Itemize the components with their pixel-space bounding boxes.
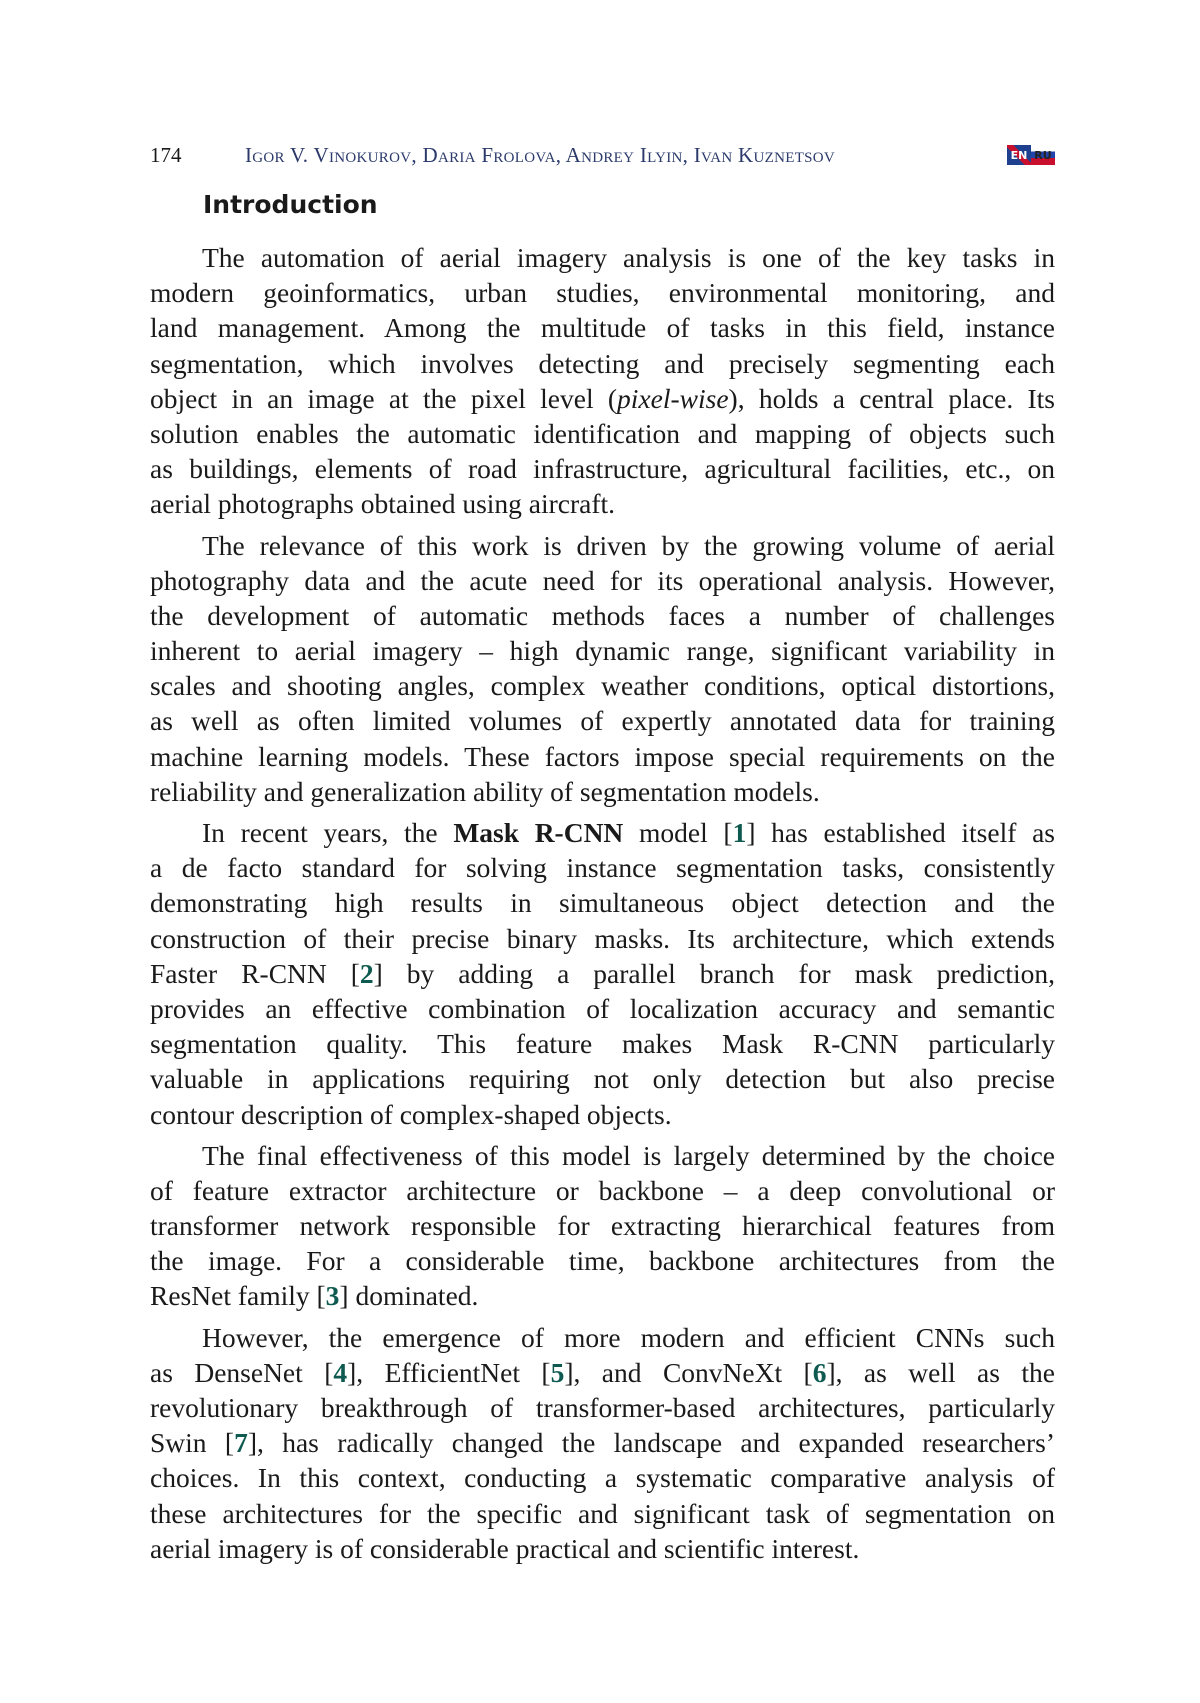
text-span: ] has established itself as <box>746 817 1055 848</box>
citation-link[interactable]: 4 <box>333 1356 348 1388</box>
text-span: inherent to aerial imagery – high dynamic range, significant variability in <box>150 635 1055 667</box>
text-line <box>150 850 1055 885</box>
text-span: machine learning models. These factors impose special requirements on the <box>150 740 1055 772</box>
citation-link[interactable]: 6 <box>812 1356 827 1388</box>
text-span: valuable in applications requiring not only detection but also precise <box>150 1063 1055 1095</box>
text-line <box>150 598 1055 633</box>
text-span: ], EfficientNet [ <box>347 1356 551 1388</box>
text-span: ResNet family [ <box>150 1280 326 1312</box>
text-span: the development of automatic methods faces a number of challenges <box>150 599 1055 631</box>
text-line <box>150 486 1055 521</box>
text-line <box>150 815 1055 850</box>
text-line <box>150 1496 1055 1531</box>
text-line <box>150 1026 1055 1061</box>
text-span: scales and shooting angles, complex weather conditions, optical distortions, <box>150 670 1055 702</box>
text-span: ], as well as the <box>826 1356 1055 1388</box>
running-header <box>150 143 1055 173</box>
text-line <box>150 774 1055 809</box>
text-span: In recent years, the <box>202 817 454 848</box>
text-line <box>150 956 1055 991</box>
text-span: solution enables the automatic identification and mapping of objects such <box>150 417 1055 449</box>
bold-term: Mask R-CNN <box>453 817 624 848</box>
text-span: The relevance of this work is driven by the growing volume of aerial <box>202 529 1055 561</box>
text-span: as buildings, elements of road infrastructure, agricultural facilities, etc., on <box>150 453 1055 485</box>
text-line <box>150 346 1055 381</box>
text-span: segmentation quality. This feature makes Mask R-CNN particularly <box>150 1028 1055 1060</box>
text-line <box>150 1320 1055 1355</box>
text-line <box>150 1355 1055 1390</box>
text-line <box>150 885 1055 920</box>
text-line <box>150 1390 1055 1425</box>
text-line <box>150 240 1055 275</box>
text-span: ] by adding a parallel branch for mask prediction, <box>373 957 1055 989</box>
citation-link[interactable]: 5 <box>550 1356 565 1388</box>
text-line <box>150 921 1055 956</box>
text-line <box>150 1097 1055 1132</box>
citation-link[interactable]: 7 <box>234 1427 248 1459</box>
paragraph <box>150 240 1055 522</box>
text-span: Faster R-CNN [ <box>150 957 360 989</box>
page-number: 174 <box>150 143 182 167</box>
text-line <box>150 633 1055 668</box>
author-list: Igor V. Vinokurov, Daria Frolova, Andrey Ilyin, Ivan Kuznetsov <box>245 143 836 167</box>
paragraph <box>150 1138 1055 1314</box>
text-span: The automation of aerial imagery analysis is one of the key tasks in <box>202 242 1055 273</box>
text-span: ], has radically changed the landscape and expanded researchers’ <box>247 1427 1056 1459</box>
text-span: The final effectiveness of this model is largely determined by the choice <box>202 1139 1055 1171</box>
text-line <box>150 1460 1055 1495</box>
text-line <box>150 991 1055 1026</box>
text-span: ], and ConvNeXt [ <box>564 1356 813 1388</box>
text-span: aerial imagery is of considerable practical and scientific interest. <box>150 1532 860 1564</box>
text-span: land management. Among the multitude of tasks in this field, instance <box>150 312 1055 344</box>
text-span: However, the emergence of more modern and efficient CNNs such <box>202 1321 1055 1353</box>
text-line <box>150 1173 1055 1208</box>
text-span: Swin [ <box>150 1427 235 1459</box>
text-span: aerial photographs obtained using aircraft. <box>150 488 616 520</box>
text-line <box>150 528 1055 563</box>
text-line <box>150 1243 1055 1278</box>
body-text <box>150 240 1055 1572</box>
lang-en[interactable]: EN <box>1007 145 1031 165</box>
text-line <box>150 310 1055 345</box>
citation-link[interactable]: 3 <box>325 1280 340 1312</box>
italic-term: pixel-wise <box>617 382 729 414</box>
text-span: revolutionary breakthrough of transformer-based architectures, particularly <box>150 1392 1055 1423</box>
text-span: as DenseNet [ <box>150 1356 334 1388</box>
text-span: modern geoinformatics, urban studies, environmental monitoring, and <box>150 277 1055 309</box>
text-span: transformer network responsible for extracting hierarchical features from <box>150 1210 1055 1242</box>
text-span: segmentation, which involves detecting and precisely segmenting each <box>150 347 1055 379</box>
text-line <box>150 275 1055 310</box>
text-line <box>150 1531 1055 1566</box>
section-heading: Introduction <box>203 190 378 219</box>
text-line <box>150 1278 1055 1313</box>
text-line <box>150 381 1055 416</box>
text-line <box>150 1425 1055 1460</box>
text-span: reliability and generalization ability of segmentation models. <box>150 775 820 807</box>
text-span: of feature extractor architecture or backbone – a deep convolutional or <box>150 1174 1055 1206</box>
lang-ru[interactable]: RU <box>1031 145 1055 165</box>
language-switch-flag-icon[interactable] <box>1007 145 1055 165</box>
text-span: ), holds a central place. Its <box>728 382 1055 414</box>
text-line <box>150 739 1055 774</box>
text-span: choices. In this context, conducting a systematic comparative analysis of <box>150 1462 1055 1494</box>
text-span: construction of their precise binary masks. Its architecture, which extends <box>150 922 1055 954</box>
text-span: demonstrating high results in simultaneous object detection and the <box>150 887 1055 919</box>
text-line <box>150 668 1055 703</box>
text-span: a de facto standard for solving instance segmentation tasks, consistently <box>150 852 1055 884</box>
text-span: object in an image at the pixel level ( <box>150 382 618 414</box>
text-line <box>150 1061 1055 1096</box>
text-line <box>150 1208 1055 1243</box>
citation-link[interactable]: 2 <box>359 957 374 989</box>
text-span: photography data and the acute need for its operational analysis. However, <box>150 564 1055 596</box>
text-span: as well as often limited volumes of expertly annotated data for training <box>150 705 1055 737</box>
text-span: ] dominated. <box>339 1280 479 1312</box>
paragraph <box>150 528 1055 810</box>
text-line <box>150 416 1055 451</box>
text-span: contour description of complex-shaped objects. <box>150 1098 672 1130</box>
text-line <box>150 563 1055 598</box>
text-span: provides an effective combination of localization accuracy and semantic <box>150 992 1055 1024</box>
text-span: model [ <box>623 817 733 848</box>
text-line <box>150 451 1055 486</box>
text-line <box>150 1138 1055 1173</box>
paragraph <box>150 1320 1055 1566</box>
text-span: these architectures for the specific and significant task of segmentation on <box>150 1497 1055 1529</box>
text-span: the image. For a considerable time, backbone architectures from the <box>150 1245 1055 1277</box>
citation-link[interactable]: 1 <box>732 817 747 848</box>
paragraph <box>150 815 1055 1132</box>
text-line <box>150 703 1055 738</box>
